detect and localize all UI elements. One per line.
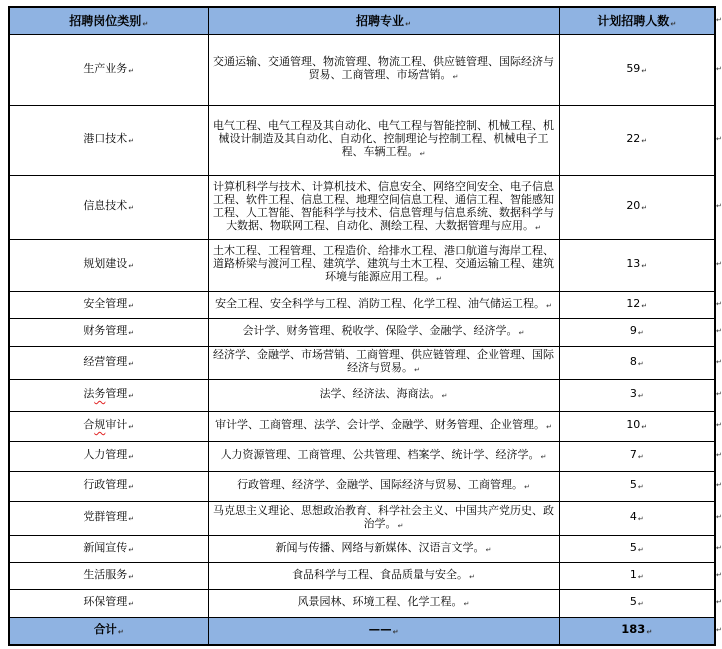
paragraph-mark: ↵	[641, 423, 648, 431]
majors-text: 食品科学与工程、食品质量与安全。	[292, 567, 469, 581]
total-dash: ——	[368, 621, 392, 636]
paragraph-mark: ↵	[128, 515, 135, 523]
paragraph-mark: ↵	[524, 483, 530, 491]
majors-text: 风景园林、环境工程、化学工程。	[297, 595, 463, 608]
majors-cell[interactable]	[208, 34, 559, 105]
paragraph-mark: ↵	[128, 545, 135, 554]
end-of-row-mark: ↵	[716, 570, 722, 579]
majors-cell[interactable]	[208, 291, 559, 318]
count-text: 1	[629, 567, 637, 581]
majors-cell[interactable]	[208, 318, 559, 346]
total-row	[9, 617, 715, 645]
category-text: 港口技术	[83, 132, 128, 145]
count-text: 5	[629, 540, 637, 554]
document-page	[8, 6, 716, 646]
paragraph-mark: ↵	[485, 545, 492, 554]
count-cell[interactable]	[559, 471, 715, 501]
count-cell[interactable]	[559, 175, 715, 239]
end-of-row-mark: ↵	[716, 357, 722, 366]
paragraph-mark: ↵	[128, 359, 135, 368]
count-cell[interactable]	[559, 535, 715, 562]
count-cell[interactable]	[559, 411, 715, 441]
category-cell[interactable]	[9, 379, 208, 411]
paragraph-mark: ↵	[117, 627, 124, 636]
majors-text: 会计学、财务管理、税收学、保险学、金融学、经济学。	[242, 324, 518, 337]
paragraph-mark: ↵	[641, 137, 648, 145]
paragraph-mark: ↵	[637, 392, 644, 400]
count-cell[interactable]	[559, 318, 715, 346]
category-text: 生活服务	[83, 567, 128, 581]
paragraph-mark: ↵	[637, 329, 644, 337]
count-cell[interactable]	[559, 239, 715, 291]
paragraph-mark: ↵	[535, 223, 541, 232]
count-text: 20	[626, 199, 641, 212]
majors-cell[interactable]	[208, 441, 559, 471]
category-text-spell-error: 务	[94, 387, 106, 400]
paragraph-mark: ↵	[641, 262, 648, 270]
table-row	[9, 105, 715, 175]
paragraph-mark: ↵	[637, 600, 644, 608]
category-cell[interactable]	[9, 411, 208, 441]
paragraph-mark: ↵	[641, 204, 648, 212]
paragraph-mark: ↵	[637, 359, 644, 368]
end-of-row-mark: ↵	[716, 421, 722, 429]
table-row	[9, 411, 715, 441]
count-text: 4	[629, 510, 637, 523]
paragraph-mark: ↵	[469, 572, 475, 581]
category-cell[interactable]	[9, 501, 208, 535]
table-row	[9, 318, 715, 346]
paragraph-mark: ↵	[128, 137, 135, 145]
category-text: 生产业务	[83, 61, 128, 75]
category-cell[interactable]	[9, 318, 208, 346]
header-majors-label: 招聘专业	[356, 14, 405, 29]
header-category-label: 招聘岗位类别	[69, 14, 142, 29]
majors-text: 经济学、金融学、市场营销、工商管理、供应链管理、企业管理、国际经济与贸易。	[213, 348, 554, 374]
count-text: 7	[629, 448, 637, 461]
category-cell[interactable]	[9, 562, 208, 589]
end-of-row-mark: ↵	[716, 451, 722, 459]
paragraph-mark: ↵	[414, 366, 420, 374]
end-of-row-mark: ↵	[716, 481, 722, 489]
count-cell[interactable]	[559, 562, 715, 589]
end-of-row-mark: ↵	[716, 15, 722, 24]
recruitment-table	[8, 6, 716, 646]
table-row	[9, 379, 715, 411]
majors-text: 新闻与传播、网络与新媒体、汉语言文学。	[275, 540, 485, 554]
majors-cell[interactable]	[208, 501, 559, 535]
count-text: 10	[626, 418, 641, 431]
paragraph-mark: ↵	[392, 627, 399, 636]
paragraph-mark: ↵	[540, 453, 547, 461]
paragraph-mark: ↵	[637, 545, 644, 554]
category-cell[interactable]	[9, 239, 208, 291]
paragraph-mark: ↵	[128, 423, 135, 431]
header-cell-category[interactable]	[9, 7, 208, 34]
end-of-row-mark: ↵	[716, 202, 722, 210]
paragraph-mark: ↵	[128, 204, 135, 212]
majors-text: 交通运输、交通管理、物流管理、物流工程、供应链管理、国际经济与贸易、工商管理、市场营销。	[213, 55, 554, 81]
header-row	[9, 7, 715, 34]
table-body	[9, 34, 715, 645]
majors-cell[interactable]	[208, 379, 559, 411]
majors-text: 行政管理、经济学、金融学、国际经济与贸易、工商管理。	[237, 478, 524, 491]
count-cell[interactable]	[559, 291, 715, 318]
paragraph-mark: ↵	[128, 600, 135, 608]
header-cell-count[interactable]	[559, 7, 715, 34]
category-text: 经营管理	[83, 354, 128, 368]
count-text: 59	[626, 61, 641, 75]
table-row	[9, 441, 715, 471]
paragraph-mark: ↵	[546, 423, 552, 431]
category-cell[interactable]	[9, 589, 208, 617]
table-row	[9, 471, 715, 501]
count-text: 8	[629, 354, 637, 368]
paragraph-mark: ↵	[637, 572, 644, 581]
majors-text: 电气工程、电气工程及其自动化、电气工程与智能控制、机械工程、机械设计制造及其自动化、自动化、控制理论与控制工程、机械电子工程、车辆工程。	[213, 119, 554, 158]
majors-cell[interactable]	[208, 175, 559, 239]
paragraph-mark: ↵	[128, 66, 135, 75]
paragraph-mark: ↵	[452, 73, 459, 81]
paragraph-mark: ↵	[637, 515, 644, 523]
category-text: 党群管理	[83, 510, 128, 523]
paragraph-mark: ↵	[128, 392, 135, 400]
majors-cell[interactable]	[208, 471, 559, 501]
end-of-row-mark: ↵	[716, 135, 722, 143]
category-cell[interactable]	[9, 346, 208, 379]
category-text: 合	[83, 418, 95, 431]
category-text: 环保管理	[83, 595, 128, 608]
count-cell[interactable]	[559, 589, 715, 617]
count-text: 12	[626, 296, 641, 310]
majors-cell[interactable]	[208, 346, 559, 379]
count-cell[interactable]	[559, 379, 715, 411]
category-text: 审计	[105, 418, 128, 431]
category-text: 新闻宣传	[83, 540, 128, 554]
end-of-row-mark: ↵	[716, 299, 722, 308]
majors-cell[interactable]	[208, 105, 559, 175]
count-text: 3	[629, 387, 637, 400]
count-text: 5	[629, 595, 637, 608]
majors-cell[interactable]	[208, 239, 559, 291]
paragraph-mark: ↵	[128, 329, 135, 337]
count-text: 9	[629, 324, 637, 337]
paragraph-mark: ↵	[436, 275, 442, 283]
table-row	[9, 535, 715, 562]
total-label: 合计	[93, 621, 117, 636]
majors-cell[interactable]	[208, 411, 559, 441]
table-row	[9, 562, 715, 589]
paragraph-mark: ↵	[646, 627, 653, 636]
category-text: 行政管理	[83, 478, 128, 491]
category-text: 人力管理	[83, 448, 128, 461]
category-cell[interactable]	[9, 105, 208, 175]
count-cell[interactable]	[559, 105, 715, 175]
paragraph-mark: ↵	[637, 483, 644, 491]
paragraph-mark: ↵	[641, 66, 648, 75]
table-row	[9, 34, 715, 105]
table-row	[9, 589, 715, 617]
paragraph-mark: ↵	[397, 521, 404, 530]
table-row	[9, 239, 715, 291]
header-count-label: 计划招聘人数	[597, 14, 670, 29]
majors-text: 法学、经济法、海商法。	[319, 387, 441, 400]
majors-cell[interactable]	[208, 562, 559, 589]
paragraph-mark: ↵	[670, 20, 677, 29]
count-text: 5	[629, 478, 637, 491]
header-cell-majors[interactable]	[208, 7, 559, 34]
table-row	[9, 501, 715, 535]
paragraph-mark: ↵	[637, 453, 644, 461]
count-cell[interactable]	[559, 346, 715, 379]
category-cell[interactable]	[9, 535, 208, 562]
category-cell[interactable]	[9, 441, 208, 471]
category-text: 信息技术	[83, 199, 128, 212]
table-row	[9, 346, 715, 379]
majors-cell[interactable]	[208, 535, 559, 562]
paragraph-mark: ↵	[128, 301, 135, 310]
category-text: 管理	[105, 387, 128, 400]
majors-cell[interactable]	[208, 589, 559, 617]
count-cell[interactable]	[559, 501, 715, 535]
end-of-row-mark: ↵	[716, 327, 722, 335]
category-cell[interactable]	[9, 291, 208, 318]
count-cell[interactable]	[559, 34, 715, 105]
count-text: 22	[626, 132, 641, 145]
end-of-row-mark: ↵	[716, 626, 722, 634]
paragraph-mark: ↵	[441, 392, 448, 400]
paragraph-mark: ↵	[419, 150, 426, 158]
end-of-row-mark: ↵	[716, 260, 722, 268]
paragraph-mark: ↵	[405, 20, 411, 29]
majors-text: 马克思主义理论、思想政治教育、科学社会主义、中国共产党历史、政治学。	[213, 503, 554, 530]
total-count: 183	[621, 621, 646, 636]
paragraph-mark: ↵	[128, 453, 135, 461]
end-of-row-mark: ↵	[716, 598, 722, 606]
table-row	[9, 175, 715, 239]
majors-text: 计算机科学与技术、计算机技术、信息安全、网络空间安全、电子信息工程、软件工程、信息工程、地理空间信息工程、通信工程、智能感知工程、人工智能、智能科学与技术、信息管理与信息系统、数据科学与大数据、物联网工程、自动化、测绘工程、大数据管理与应用。	[213, 179, 554, 232]
total-majors-cell[interactable]	[208, 617, 559, 645]
paragraph-mark: ↵	[518, 329, 525, 337]
category-text-spell-error: 规	[94, 418, 106, 431]
paragraph-mark: ↵	[128, 262, 135, 270]
majors-text: 审计学、工商管理、法学、会计学、金融学、财务管理、企业管理。	[215, 418, 546, 431]
paragraph-mark: ↵	[546, 301, 552, 310]
end-of-row-mark: ↵	[716, 543, 722, 552]
category-cell[interactable]	[9, 34, 208, 105]
majors-text: 安全工程、安全科学与工程、消防工程、化学工程、油气储运工程。	[215, 296, 546, 310]
majors-text: 土木工程、工程管理、工程造价、给排水工程、港口航道与海岸工程、道路桥梁与渡河工程、建筑学、建筑与土木工程、交通运输工程、建筑环境与能源应用工程。	[213, 244, 554, 283]
majors-text: 人力资源管理、工商管理、公共管理、档案学、统计学、经济学。	[220, 448, 540, 461]
category-text: 财务管理	[83, 324, 128, 337]
category-text: 法	[83, 387, 95, 400]
end-of-row-mark: ↵	[716, 64, 722, 73]
paragraph-mark: ↵	[128, 483, 135, 491]
table-header	[9, 7, 715, 34]
category-text: 安全管理	[83, 296, 128, 310]
paragraph-mark: ↵	[142, 20, 149, 29]
total-category-cell[interactable]	[9, 617, 208, 645]
table-row	[9, 291, 715, 318]
paragraph-mark: ↵	[463, 600, 470, 608]
paragraph-mark: ↵	[641, 301, 648, 310]
total-count-cell[interactable]	[559, 617, 715, 645]
end-of-row-mark: ↵	[716, 513, 722, 521]
category-cell[interactable]	[9, 471, 208, 501]
category-cell[interactable]	[9, 175, 208, 239]
end-of-row-mark: ↵	[716, 390, 722, 398]
category-text: 规划建设	[83, 257, 128, 270]
count-text: 13	[626, 257, 641, 270]
paragraph-mark: ↵	[128, 572, 135, 581]
count-cell[interactable]	[559, 441, 715, 471]
